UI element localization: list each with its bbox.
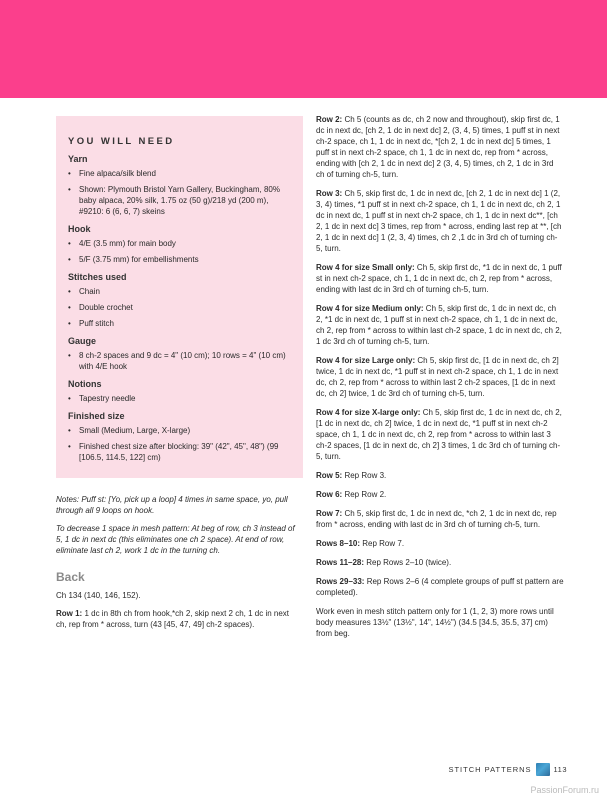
row-text: 1 dc in 8th ch from hook,*ch 2, skip next 2 ch, 1 dc in next ch, rep from * across, turn (43 [45, 47, 49] ch-2 spaces). <box>56 609 290 629</box>
row-label: Row 4 for size Large only: <box>316 356 416 365</box>
back-heading: Back <box>56 570 85 584</box>
row-label: Row 4 for size Small only: <box>316 263 415 272</box>
list-item: • Small (Medium, Large, X-large) <box>68 425 291 436</box>
left-column <box>56 116 304 637</box>
row-text: Ch 5, skip first dc, 1 dc in next dc, ch 2, [1 dc in next dc, ch 2] twice, 1 dc in next dc, *1 puff st in next ch-2 space, ch 1, 1 dc in next dc, ch 2, rep from * across to within last 3 ch-2 spaces, [1 dc in next dc, ch 2] 3 times, 1 dc 3rd ch of turning ch-5, turn. <box>316 408 562 461</box>
row-label: Row 2: <box>316 115 343 124</box>
finished-size-heading: Finished size <box>68 411 125 421</box>
notions-heading: Notions <box>68 379 102 389</box>
list-item: • 4/E (3.5 mm) for main body <box>68 238 291 249</box>
row-4-small <box>316 262 564 295</box>
list-item: • Shown: Plymouth Bristol Yarn Gallery, Buckingham, 80% baby alpaca, 20% silk, 1.75 oz (50 g)/218 yd (200 m), #9210: 6 (6, 6, 7) skeins <box>68 184 291 217</box>
rows-29-33 <box>316 576 564 598</box>
notions-list <box>68 393 291 404</box>
page-footer <box>448 762 567 776</box>
materials-box <box>56 116 303 478</box>
row-text: Rep Rows 2–6 (4 complete groups of puff st pattern are completed). <box>316 577 564 597</box>
list-item: • Finished chest size after blocking: 39" (42", 45", 48") (99 [106.5, 114.5, 122] cm) <box>68 441 291 463</box>
row-label: Row 7: <box>316 509 343 518</box>
row-label: Row 3: <box>316 189 343 198</box>
list-item: • Double crochet <box>68 302 291 313</box>
row-label: Rows 8–10: <box>316 539 361 548</box>
row-3 <box>316 188 564 254</box>
row-text: Rep Row 3. <box>342 471 387 480</box>
row-text: Ch 5, skip first dc, [1 dc in next dc, ch 2] twice, 1 dc in next dc, *1 puff st in next ch-2 space, ch 1, 1 dc in next dc, ch 2, rep from * across to within last 2 ch-2 spaces, [1 dc in next dc, ch 2] twice, 1 dc 3rd ch of turning ch-5, turn. <box>316 356 559 398</box>
list-item: • Fine alpaca/silk blend <box>68 168 291 179</box>
row-label: Row 6: <box>316 490 343 499</box>
back-intro: Ch 134 (140, 146, 152). <box>56 591 141 600</box>
row-5 <box>316 470 564 481</box>
row-4-xlarge <box>316 407 564 462</box>
gauge-list <box>68 350 291 372</box>
row-label: Row 4 for size X-large only: <box>316 408 421 417</box>
gauge-heading: Gauge <box>68 336 97 346</box>
note-puff-stitch: Notes: Puff st: [Yo, pick up a loop] 4 times in same space, yo, pull through all 9 loops on hook. <box>56 495 288 515</box>
note-decrease: To decrease 1 space in mesh pattern: At beg of row, ch 3 instead of 5, 1 dc in next dc (this eliminates one ch 2 space). At end of row, eliminate last ch 2, work 1 dc in the turning ch. <box>56 524 295 555</box>
row-text: Rep Row 7. <box>360 539 405 548</box>
row-6 <box>316 489 564 500</box>
row-text: Rep Rows 2–10 (twice). <box>364 558 452 567</box>
notes <box>56 494 301 556</box>
row-4-large <box>316 355 564 399</box>
stitch-swatch-icon <box>536 763 550 776</box>
yarn-list <box>68 168 291 217</box>
row-text: Rep Row 2. <box>342 490 387 499</box>
list-item: • 8 ch-2 spaces and 9 dc = 4" (10 cm); 10 rows = 4" (10 cm) with 4/E hook <box>68 350 291 372</box>
row-text: Ch 5, skip first dc, 1 dc in next dc, [ch 2, 1 dc in next dc] 1 (2, 3, 4) times, *1 puff st in next ch-2 space, ch 1, 1 dc in next dc, ch 2, 1 dc in next dc, 1 puff st in next ch-2 space, ch 1, 1 dc in next dc**, [ch 2, 1 dc in next dc] 3 times, rep from * across, ending last rep at **, [ch 2, 1 dc in next dc] 1 (2, 3, 4) times, ch 2 ,1 dc in 3rd ch of turning ch-5, turn. <box>316 189 562 253</box>
row-text: Ch 5, skip first dc, *1 dc in next dc, 1 puff st in next ch-2 space, ch 1, 1 dc in next dc, ch 2, rep from * across, ending with last dc in 3rd ch of turning ch-5, turn. <box>316 263 562 294</box>
rows-11-28 <box>316 557 564 568</box>
list-item: • 5/F (3.75 mm) for embellishments <box>68 254 291 265</box>
list-item: • Tapestry needle <box>68 393 291 404</box>
row-7 <box>316 508 564 530</box>
hook-heading: Hook <box>68 224 91 234</box>
finished-size-list <box>68 425 291 463</box>
row-label: Rows 29–33: <box>316 577 365 586</box>
row-1 <box>56 608 301 630</box>
box-title: YOU WILL NEED <box>68 136 175 147</box>
stitches-list <box>68 286 291 329</box>
footer-section-title: STITCH PATTERNS <box>448 764 532 774</box>
row-label: Rows 11–28: <box>316 558 365 567</box>
row-label: Row 4 for size Medium only: <box>316 304 424 313</box>
page-number: 113 <box>553 764 567 774</box>
row-text: Ch 5 (counts as dc, ch 2 now and throughout), skip first dc, 1 dc in next dc, [ch 2, 1 dc in next dc] 2, (3, 4, 5) times, 1 puff st in next ch-2 space, ch 1, 1 dc in next dc, *[ch 2, 1 dc in next dc] 5 times, 1 puff st in next ch-2 space, ch 1, 1 dc in next dc, rep from * across, ending with [ch 2, 1 dc in next dc] 2 (3, 4, 5) times, ch 2, 1 dc in 3rd ch of turning ch-5, turn. <box>316 115 560 179</box>
row-text: Ch 5, skip first dc, 1 dc in next dc, ch 2, *1 dc in next dc, 1 puff st in next ch-2 space, ch 1, 1 dc in next dc, ch 2, rep from * across to within last ch-2 space, 1 dc in next dc, ch 2, 1 dc 3rd ch of turning ch-5, turn. <box>316 304 562 346</box>
watermark: PassionForum.ru <box>530 785 599 795</box>
rows-8-10 <box>316 538 564 549</box>
stitches-heading: Stitches used <box>68 272 127 282</box>
row-2 <box>316 114 564 180</box>
right-column <box>316 114 566 647</box>
row-text: Work even in mesh stitch pattern only for 1 (1, 2, 3) more rows until body measures 13½" (13½", 14", 14½") (34.5 [34.5, 35.5, 37] cm) from beg. <box>316 607 554 638</box>
header-banner <box>0 0 607 98</box>
list-item: • Chain <box>68 286 291 297</box>
row-text: Ch 5, skip first dc, 1 dc in next dc, *ch 2, 1 dc in next dc, rep from * across, ending with last dc in 3rd ch of turning ch-5, turn. <box>316 509 557 529</box>
row-label: Row 1: <box>56 609 83 618</box>
hook-list <box>68 238 291 265</box>
yarn-heading: Yarn <box>68 154 88 164</box>
row-label: Row 5: <box>316 471 343 480</box>
list-item: • Puff stitch <box>68 318 291 329</box>
row-4-medium <box>316 303 564 347</box>
work-even-paragraph <box>316 606 564 639</box>
